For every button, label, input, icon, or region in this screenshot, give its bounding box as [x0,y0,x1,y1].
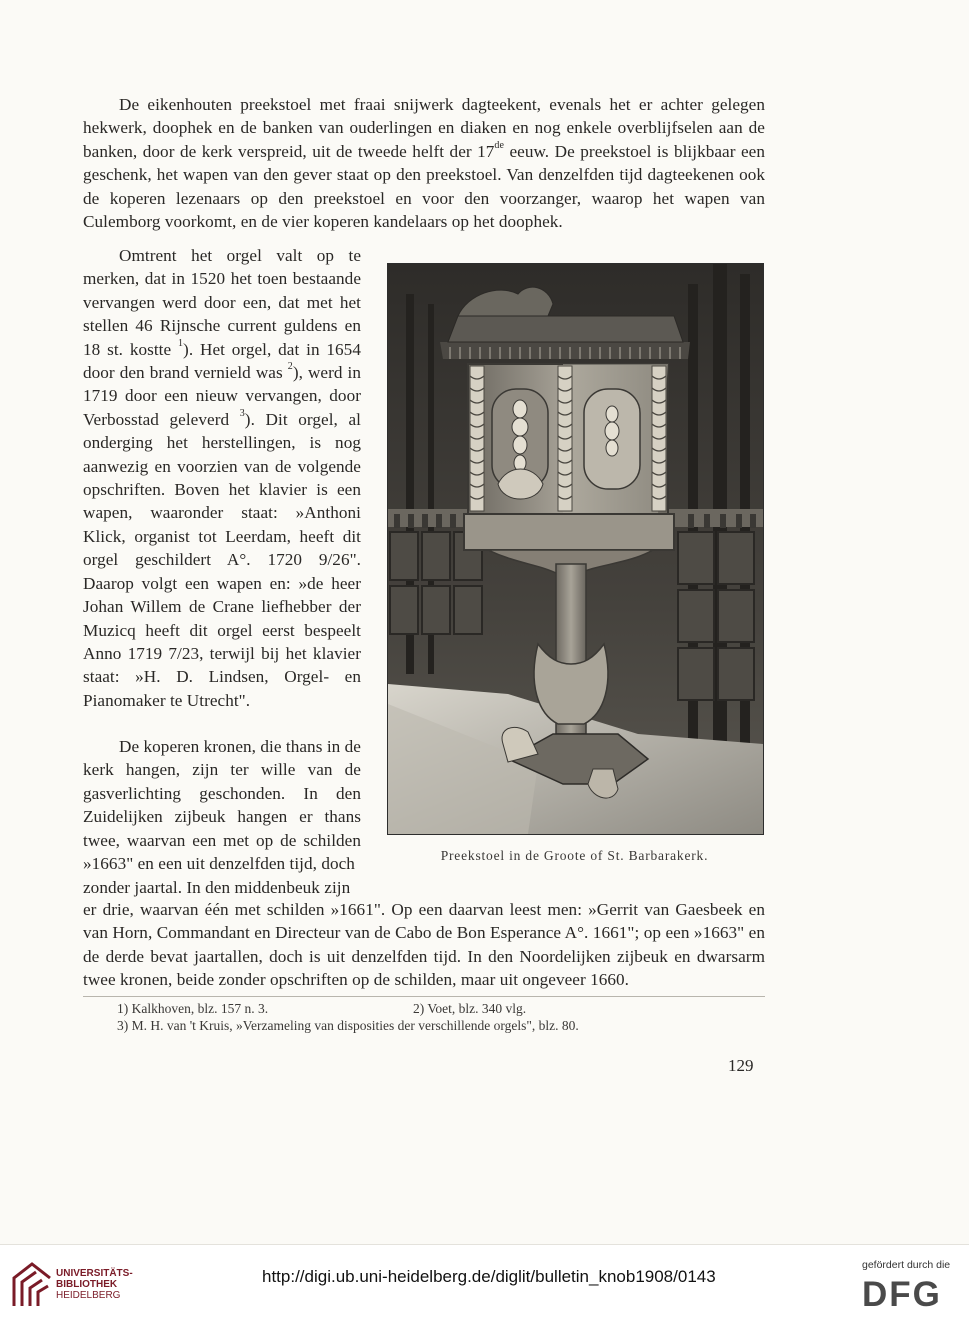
text-run: er drie, waarvan één met schilden »1661". Op een daarvan leest men: »Gerrit van Gaesbeek en van Horn, Commandant en Directeur van de Cabo de Bon Esperance A°. 1661"; op een »1663" en de derde bevat jaartallen, doch is uit denzelfden tijd. In den Noordelijken zijbeuk en dwarsarm twee kronen, beide zonder opschriften op de schilden, maar uit ongeveer 1660. [83,900,765,990]
footnote-2: 2) Voet, blz. 340 vlg. [413,1001,527,1016]
page-number: 129 [728,1056,754,1075]
permalink-url[interactable]: http://digi.ub.uni-heidelberg.de/diglit/bulletin_knob1908/0143 [262,1267,716,1286]
body-paragraph [83,735,361,875]
text-run: De koperen kronen, die thans in de kerk hangen, zijn ter wille van de gasverlichting geschonden. In den Zuidelijken zijbeuk hangen er thans twee, waarvan een met op de schilden »1663" en een uit denzelfden tijd, doch [83,737,361,874]
body-paragraph [83,93,765,233]
footnote-reference: 3 [239,408,245,420]
footnote-reference: 2 [287,361,293,373]
institution-line: UNIVERSITÄTS- [56,1268,133,1279]
body-paragraph [83,898,765,992]
body-paragraph [83,876,361,899]
text-run: Omtrent het orgel valt op te merken, dat in 1520 het toen bestaande vervangen werd door een, dat met het stellen 46 Rijnsche current guldens en 18 st. kostte [83,246,361,359]
footnote-reference: de [494,140,504,152]
institution-line: BIBLIOTHEK [56,1279,118,1290]
text-run: De eikenhouten preekstoel met fraai snijwerk dagteekent, evenals het er achter gelegen hekwerk, doophek en de banken van ouderlingen en diaken en nog enkele overblijfselen aan de banken, door de kerk verspreid, uit de tweede helft der 17 [83,95,765,161]
text-run: zonder jaartal. In den middenbeuk zijn [83,878,351,897]
footnote-3: 3) M. H. van 't Kruis, »Verzameling van disposities der verschillende orgels", blz. 80. [117,1018,579,1033]
university-library-logo [10,1260,54,1310]
text-run: ). Dit orgel, al onderging het herstellingen, is nog aanwezig en voorzien van de volgende opschriften. Boven het klavier is een wapen, waaronder staat: »Anthoni Klick, organist tot Leerdam, heeft dit orgel geschildert A°. 1720 9/26". Daarop volgt een wapen en: »de heer Johan Willem de Crane liefhebber der Muzicq heeft dit orgel eerst bespeelt Anno 1719 7/23, terwijl bij het klavier staat: »H. D. Lindsen, Orgel- en Pianomaker te Utrecht". [83,409,361,710]
university-library-name [56,1268,133,1301]
footnote-reference: 1 [177,337,184,349]
text-run: eeuw. De preekstoel is blijkbaar een geschenk, het wapen van den gever staat op den preekstoel. Van denzelfden tijd dagteekenen ook de koperen lezenaars op den preekstoel en voor den voorzanger, waarop het wapen van Culemborg voorkomt, en de vier koperen kandelaars op het doophek. [83,141,765,232]
figure-caption: Preekstoel in de Groote of St. Barbarakerk. [440,848,709,863]
dfg-logo: DFG [862,1275,942,1314]
pulpit-photograph [387,263,764,835]
text-run: ), werd in 1719 door een nieuw vervangen, door Verbosstad geleverd [83,363,361,429]
institution-line: HEIDELBERG [56,1290,121,1301]
footnote-divider [83,996,765,997]
sponsor-label: gefördert durch die [862,1259,951,1271]
body-paragraph [83,244,361,712]
text-run: ). Het orgel, dat in 1654 door den brand vernield was [83,339,361,383]
footnote-1: 1) Kalkhoven, blz. 157 n. 3. [117,1001,269,1016]
